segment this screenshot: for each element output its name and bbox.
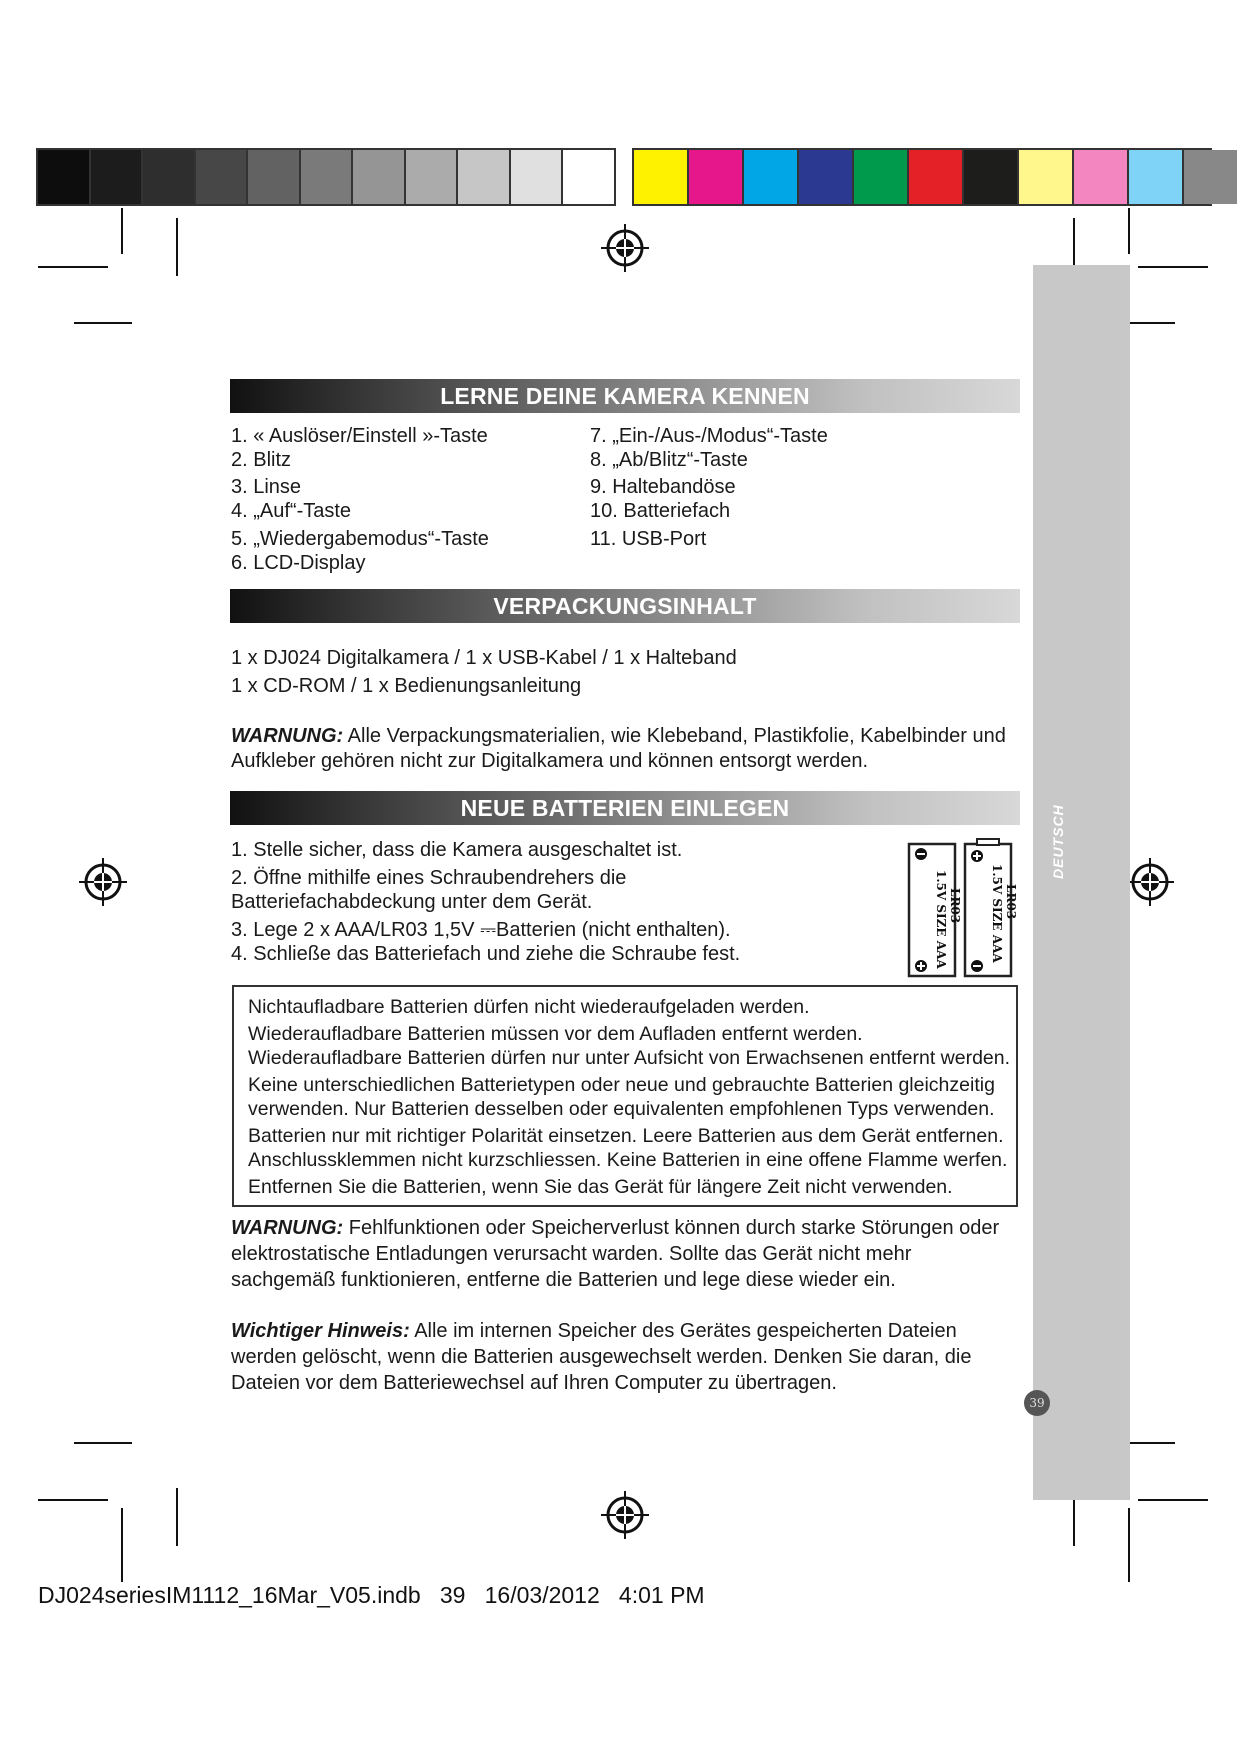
battery-step: 4. Schließe das Batteriefach und ziehe die Schraube fest. <box>231 943 741 965</box>
part-item: 1. « Auslöser/Einstell »-Taste <box>231 425 488 447</box>
battery-label: 1.5V SIZE AAA <box>934 870 948 969</box>
color-swatch <box>248 150 299 204</box>
part-item: 8. „Ab/Blitz“-Taste <box>590 449 748 471</box>
grayscale-color-bar <box>36 148 616 206</box>
part-item: 7. „Ein-/Aus-/Modus“-Taste <box>590 425 828 447</box>
notice-line: Keine unterschiedlichen Batterietypen oder neue und gebrauchte Batterien gleichzeitig <box>248 1074 995 1096</box>
registration-mark-icon <box>78 857 128 907</box>
important-hint <box>231 1318 1021 1396</box>
battery-label: LR03 <box>948 888 962 924</box>
color-swatch <box>406 150 457 204</box>
packaging-warning <box>231 724 1021 774</box>
part-item: 9. Haltebandöse <box>590 476 736 498</box>
notice-line: Wiederaufladbare Batterien müssen vor dem Aufladen entfernt werden. <box>248 1023 863 1045</box>
color-swatch <box>1019 150 1072 204</box>
crop-mark <box>176 1488 178 1546</box>
section-header-camera: LERNE DEINE KAMERA KENNEN <box>230 379 1020 413</box>
warning-text: Fehlfunktionen oder Speicherverlust können durch starke Störungen oder elektrostatische Entladungen verursacht warden. Sollte das Gerät nicht mehr sachgemäß funktionieren, entferne die Batterien und lege diese wieder ein. <box>231 1217 1000 1291</box>
warning-text: Alle Verpackungsmaterialien, wie Klebeband, Plastikfolie, Kabelbinder und Aufkleber gehören nicht zur Digitalkamera und können entsorgt werden. <box>231 725 1006 772</box>
warning-label: WARNUNG: <box>231 725 344 747</box>
color-swatch <box>458 150 509 204</box>
battery-step: 2. Öffne mithilfe eines Schraubendrehers die <box>231 867 627 889</box>
crop-mark <box>38 1499 108 1501</box>
aaa-batteries-illustration <box>907 838 1018 983</box>
malfunction-warning <box>231 1215 1021 1293</box>
battery-step: 1. Stelle sicher, dass die Kamera ausgeschaltet ist. <box>231 839 683 861</box>
crop-mark <box>74 322 132 324</box>
color-swatch <box>909 150 962 204</box>
page-number: 39 <box>1024 1390 1050 1416</box>
crop-mark <box>176 218 178 276</box>
color-swatch <box>511 150 562 204</box>
part-item: 10. Batteriefach <box>590 500 731 522</box>
hint-label: Wichtiger Hinweis: <box>231 1320 410 1342</box>
color-swatch <box>744 150 797 204</box>
color-swatch <box>634 150 687 204</box>
battery-label: 1.5V SIZE AAA <box>990 864 1004 963</box>
color-swatch <box>143 150 194 204</box>
crop-mark <box>1128 208 1130 254</box>
notice-line: verwenden. Nur Batterien desselben oder equivalenten empfohlenen Typs verwenden. <box>248 1098 995 1120</box>
color-swatch <box>799 150 852 204</box>
contents-line: 1 x CD-ROM / 1 x Bedienungsanleitung <box>231 675 582 697</box>
color-swatch <box>964 150 1017 204</box>
hint-text: Alle im internen Speicher des Gerätes gespeicherten Dateien werden gelöscht, wenn die Batterien ausgewechselt werden. Denken Sie daran, die Dateien vor dem Batteriewechsel auf Ihren Computer zu übertragen. <box>231 1320 972 1394</box>
color-swatch <box>1074 150 1127 204</box>
side-tab-label: DEUTSCH <box>1050 804 1066 879</box>
crop-mark <box>74 1442 132 1444</box>
color-swatch <box>196 150 247 204</box>
part-item: 4. „Auf“-Taste <box>231 500 352 522</box>
color-swatch <box>38 150 89 204</box>
battery-notice-box <box>232 985 1018 1207</box>
color-swatch <box>91 150 142 204</box>
crop-mark <box>38 266 108 268</box>
crop-mark <box>121 208 123 254</box>
crop-mark <box>1128 1508 1130 1582</box>
part-item: 6. LCD-Display <box>231 552 366 574</box>
notice-line: Entfernen Sie die Batterien, wenn Sie das Gerät für längere Zeit nicht verwenden. <box>248 1176 953 1198</box>
part-item: 11. USB-Port <box>590 528 707 550</box>
print-footer: DJ024seriesIM1112_16Mar_V05.indb 39 16/03/2012 4:01 PM <box>38 1582 705 1608</box>
battery-step: 3. Lege 2 x AAA/LR03 1,5V ⎓Batterien (nicht enthalten). <box>231 919 731 941</box>
contents-line: 1 x DJ024 Digitalkamera / 1 x USB-Kabel / 1 x Halteband <box>231 647 737 669</box>
section-header-contents: VERPACKUNGSINHALT <box>230 589 1020 623</box>
process-color-bar <box>632 148 1212 206</box>
notice-line: Batterien nur mit richtiger Polarität einsetzen. Leere Batterien aus dem Gerät entfernen. <box>248 1125 1004 1147</box>
color-swatch <box>1184 150 1237 204</box>
battery-label: LR03 <box>1004 884 1018 920</box>
color-swatch <box>854 150 907 204</box>
warning-label: WARNUNG: <box>231 1217 344 1239</box>
color-swatch <box>353 150 404 204</box>
crop-mark <box>1138 1499 1208 1501</box>
section-header-batteries: NEUE BATTERIEN EINLEGEN <box>230 791 1020 825</box>
part-item: 3. Linse <box>231 476 302 498</box>
crop-mark <box>121 1508 123 1582</box>
color-swatch <box>563 150 614 204</box>
notice-line: Nichtaufladbare Batterien dürfen nicht wiederaufgeladen werden. <box>248 996 810 1018</box>
color-swatch <box>689 150 742 204</box>
registration-mark-icon <box>1125 857 1175 907</box>
notice-line: Wiederaufladbare Batterien dürfen nur unter Aufsicht von Erwachsenen entfernt werden. <box>248 1047 1011 1069</box>
battery-step: Batteriefachabdeckung unter dem Gerät. <box>231 891 593 913</box>
registration-mark-icon <box>600 1490 650 1540</box>
color-swatch <box>301 150 352 204</box>
registration-mark-icon <box>600 223 650 273</box>
language-side-tab <box>1033 265 1130 1500</box>
notice-line: Anschlussklemmen nicht kurzschliessen. Keine Batterien in eine offene Flamme werfen. <box>248 1149 1008 1171</box>
part-item: 2. Blitz <box>231 449 292 471</box>
color-swatch <box>1129 150 1182 204</box>
part-item: 5. „Wiedergabemodus“-Taste <box>231 528 489 550</box>
crop-mark <box>1138 266 1208 268</box>
